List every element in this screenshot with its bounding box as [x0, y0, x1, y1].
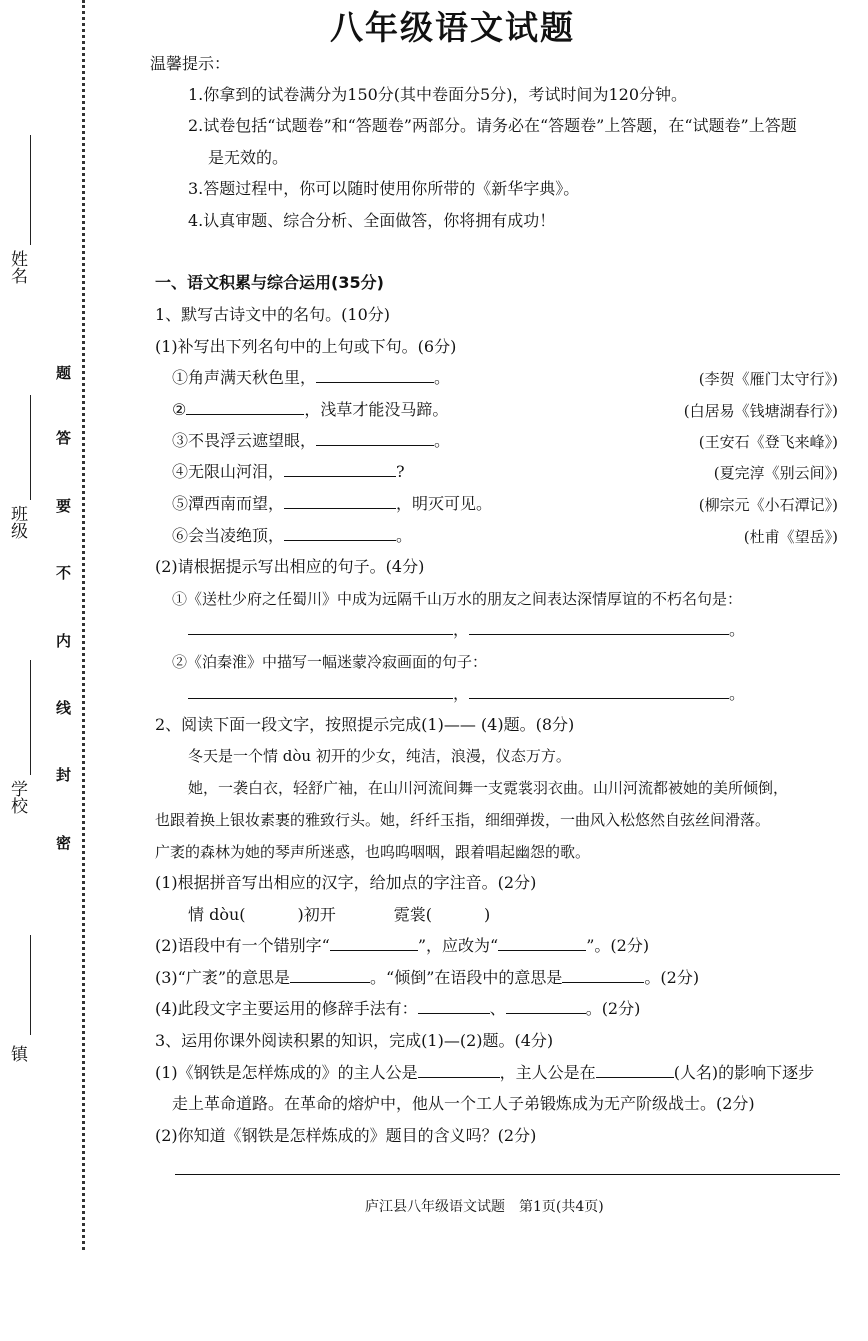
pinyin-label: )	[484, 905, 491, 924]
answer-blank[interactable]	[498, 936, 586, 951]
seal-char: 答	[56, 429, 72, 447]
reading-paragraph: 广袤的森林为她的琴声所迷惑，也呜呜咽咽，跟着唱起幽怨的歌。	[155, 843, 591, 861]
question-1-1: (1)补写出下列名句中的上句或下句。(6分)	[155, 337, 457, 356]
answer-blank[interactable]	[506, 999, 586, 1014]
answer-blank[interactable]	[284, 494, 396, 509]
poem-source: (柳宗元《小石潭记》)	[698, 496, 838, 514]
answer-blank[interactable]	[188, 620, 453, 635]
class-label: 班级	[7, 505, 27, 539]
answer-blank[interactable]	[186, 400, 304, 415]
tip-item: 3.答题过程中，你可以随时使用你所带的《新华字典》。	[188, 179, 580, 198]
question-3-1	[155, 1063, 814, 1083]
seal-char: 内	[56, 632, 72, 650]
poem-source: (夏完淳《别云间》)	[713, 464, 838, 482]
poem-pre: ④无限山河泪，	[172, 462, 285, 481]
answer-blank[interactable]	[188, 684, 453, 699]
pinyin-label: )初开	[297, 905, 336, 924]
answer-blank[interactable]	[316, 368, 434, 383]
answer-blank[interactable]	[330, 936, 418, 951]
poem-pre: ⑥会当凌绝顶，	[172, 526, 285, 545]
poem-post: 。	[434, 431, 451, 450]
reading-paragraph: 她，一袭白衣，轻舒广袖，在山川河流间舞一支霓裳羽衣曲。山川河流都被她的美所倾倒，	[188, 779, 789, 797]
q-text: (1)《钢铁是怎样炼成的》的主人公是	[155, 1063, 418, 1082]
question-2: 2、阅读下面一段文字，按照提示完成(1)—— (4)题。(8分)	[155, 715, 575, 734]
pinyin-answer	[188, 905, 490, 925]
poem-pre: ②	[172, 400, 187, 419]
pinyin-label: 霓裳(	[393, 905, 433, 924]
poem-pre: ③不畏浮云遮望眼，	[172, 431, 317, 450]
poem-post: ?	[396, 462, 405, 481]
town-label: 镇	[7, 1045, 27, 1062]
tip-item: 1.你拿到的试卷满分为150分(其中卷面分5分)，考试时间为120分钟。	[188, 85, 688, 104]
seal-char: 密	[56, 834, 72, 852]
poem-line	[172, 400, 448, 420]
seal-dotted-line	[82, 0, 85, 1250]
seal-char: 封	[56, 766, 72, 784]
poem-post: ，浅草才能没马蹄。	[304, 400, 449, 419]
question-3-1-cont: 走上革命道路。在革命的熔炉中，他从一个工人子弟锻炼成为无产阶级战士。(2分)	[172, 1094, 755, 1113]
answer-row	[188, 620, 745, 640]
poem-post: ，明灭可见。	[396, 494, 493, 513]
seal-char: 要	[56, 497, 72, 515]
tip-item: 是无效的。	[208, 148, 289, 167]
q-text: ，主人公是在	[499, 1063, 596, 1082]
question-2-2	[155, 936, 649, 956]
answer-blank[interactable]	[284, 462, 396, 477]
poem-post: 。	[434, 368, 451, 387]
answer-row	[188, 684, 745, 704]
q-text: 。“倾倒”在语段中的意思是	[370, 968, 563, 987]
q-text: (2)语段中有一个错别字“	[155, 936, 330, 955]
question-1: 1、默写古诗文中的名句。(10分)	[155, 305, 391, 324]
q-text: 。(2分)	[585, 999, 641, 1018]
town-line	[30, 935, 31, 1035]
question-2-3	[155, 968, 699, 988]
period: 。	[729, 620, 746, 639]
footer-rule	[175, 1174, 840, 1175]
class-line	[30, 395, 31, 500]
poem-source: (李贺《雁门太守行》)	[698, 370, 838, 388]
question-1-2b: ②《泊秦淮》中描写一幅迷蒙冷寂画面的句子：	[172, 653, 488, 671]
question-1-2a: ①《送杜少府之任蜀川》中成为远隔千山万水的朋友之间表达深情厚谊的不朽名句是：	[172, 590, 743, 608]
tips-heading: 温馨提示：	[150, 54, 231, 73]
answer-blank[interactable]	[596, 1063, 674, 1078]
question-2-4	[155, 999, 640, 1019]
name-line	[30, 135, 31, 245]
seal-char: 不	[56, 564, 72, 582]
q-text: (4)此段文字主要运用的修辞手法有：	[155, 999, 418, 1018]
poem-pre: ①角声满天秋色里，	[172, 368, 317, 387]
poem-line	[172, 494, 492, 514]
poem-source: (王安石《登飞来峰》)	[698, 433, 838, 451]
poem-line	[172, 368, 450, 388]
pinyin-label: 情 dòu(	[188, 905, 246, 924]
answer-blank[interactable]	[469, 620, 729, 635]
school-label: 学校	[7, 780, 27, 814]
page-footer: 庐江县八年级语文试题 第1页(共4页)	[365, 1199, 604, 1215]
reading-paragraph: 冬天是一个情 dòu 初开的少女，纯洁，浪漫，仪态万方。	[188, 747, 571, 765]
poem-line	[172, 526, 412, 546]
section-heading: 一、语文积累与综合运用(35分)	[155, 273, 384, 292]
answer-blank[interactable]	[290, 968, 370, 983]
tip-item: 2.试卷包括“试题卷”和“答题卷”两部分。请务必在“答题卷”上答题，在“试题卷”上答题	[188, 116, 797, 135]
reading-paragraph: 也跟着换上银妆素裹的雅致行头。她，纤纤玉指，细细弹拨，一曲风入松悠然自弦丝间滑落。	[155, 811, 771, 829]
answer-blank[interactable]	[316, 431, 434, 446]
answer-blank[interactable]	[469, 684, 729, 699]
answer-blank[interactable]	[562, 968, 644, 983]
comma: ，	[453, 684, 470, 703]
q-text: (3)“广袤”的意思是	[155, 968, 291, 987]
answer-blank[interactable]	[418, 1063, 500, 1078]
school-line	[30, 660, 31, 775]
seal-char: 线	[56, 699, 72, 717]
poem-source: (白居易《钱塘湖春行》)	[683, 402, 838, 420]
poem-line	[172, 462, 405, 482]
page-title: 八年级语文试题	[330, 8, 575, 47]
name-label: 姓名	[7, 250, 27, 284]
poem-line	[172, 431, 450, 451]
question-1-2: (2)请根据提示写出相应的句子。(4分)	[155, 557, 425, 576]
answer-blank[interactable]	[284, 526, 396, 541]
q-text: (人名)的影响下逐步	[673, 1063, 815, 1082]
q-text: 。(2分)	[644, 968, 700, 987]
poem-post: 。	[396, 526, 413, 545]
q-text: ”。(2分)	[586, 936, 650, 955]
q-text: ”，应改为“	[417, 936, 499, 955]
seal-char: 题	[56, 364, 72, 382]
tip-item: 4.认真审题、综合分析、全面做答，你将拥有成功！	[188, 211, 556, 230]
q-text: 、	[489, 999, 506, 1018]
question-2-1: (1)根据拼音写出相应的汉字，给加点的字注音。(2分)	[155, 873, 537, 892]
comma: ，	[453, 620, 470, 639]
poem-pre: ⑤潭西南而望，	[172, 494, 285, 513]
poem-source: (杜甫《望岳》)	[743, 528, 838, 546]
question-3-2: (2)你知道《钢铁是怎样炼成的》题目的含义吗？(2分)	[155, 1126, 537, 1145]
question-3: 3、运用你课外阅读积累的知识，完成(1)—(2)题。(4分)	[155, 1031, 554, 1050]
answer-blank[interactable]	[418, 999, 490, 1014]
period: 。	[729, 684, 746, 703]
